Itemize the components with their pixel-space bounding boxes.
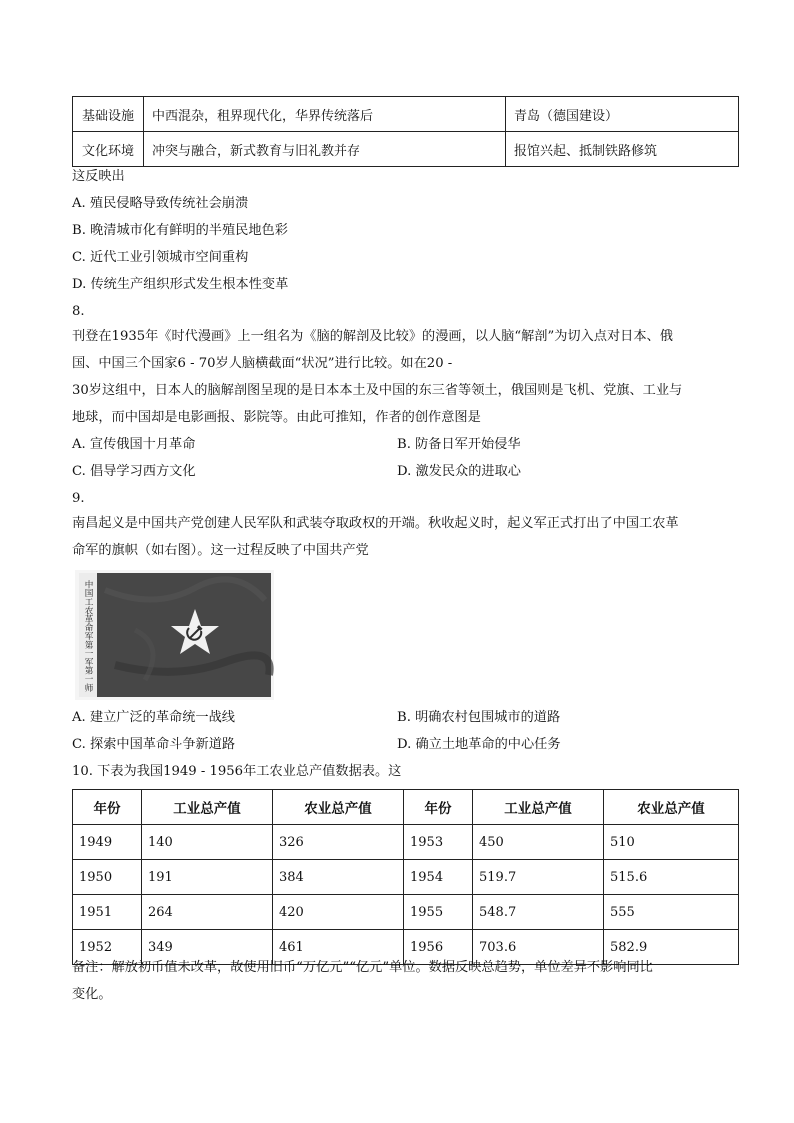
q7-option-d: D. 传统生产组织形式发生根本性变革 [72, 277, 289, 292]
table-cell: 1953 [404, 825, 473, 860]
col-header: 工业总产值 [473, 790, 604, 825]
table-cell: 510 [604, 825, 739, 860]
q8-option-a: A. 宣传俄国十月革命 [72, 437, 196, 452]
table-cell: 冲突与融合，新式教育与旧礼教并存 [144, 132, 506, 167]
table-cell: 349 [142, 930, 273, 965]
q7-option-a: A. 殖民侵略导致传统社会崩溃 [72, 196, 249, 211]
table-cell: 450 [473, 825, 604, 860]
q7-option-c: C. 近代工业引领城市空间重构 [72, 250, 249, 265]
table-row [73, 132, 739, 167]
table-cell: 519.7 [473, 860, 604, 895]
q10-note-line: 变化。 [72, 987, 112, 1002]
table-cell: 青岛（德国建设） [506, 97, 739, 132]
table-cell: 1949 [73, 825, 142, 860]
q9-number: 9. [72, 491, 85, 506]
flag-vertical-text: 中国工农革命军第一军第一师 [83, 580, 93, 692]
table-cell: 326 [273, 825, 404, 860]
table-cell: 582.9 [604, 930, 739, 965]
table-cell: 420 [273, 895, 404, 930]
q9-stem-line: 南昌起义是中国共产党创建人民军队和武装夺取政权的开端。秋收起义时，起义军正式打出了中国工农革 [72, 516, 679, 531]
q7-stem-tail: 这反映出 [72, 169, 125, 184]
q10-stem: 10. 下表为我国1949 - 1956年工农业总产值数据表。这 [72, 764, 402, 779]
table-row [73, 97, 739, 132]
q7-option-b: B. 晚清城市化有鲜明的半殖民地色彩 [72, 223, 288, 238]
table-row [73, 825, 739, 860]
table-cell: 1950 [73, 860, 142, 895]
table-cell: 1951 [73, 895, 142, 930]
q8-number: 8. [72, 304, 85, 319]
q9-option-a: A. 建立广泛的革命统一战线 [72, 710, 235, 725]
col-header: 年份 [404, 790, 473, 825]
table-cell: 1955 [404, 895, 473, 930]
table-cell: 1956 [404, 930, 473, 965]
table-cell: 1952 [73, 930, 142, 965]
q9-stem-line: 命军的旗帜（如右图）。这一过程反映了中国共产党 [72, 543, 369, 558]
col-header: 农业总产值 [273, 790, 404, 825]
red-army-flag-photo [75, 570, 274, 700]
q8-stem-line: 地球，而中国却是电影画报、影院等。由此可推知，作者的创作意图是 [72, 410, 481, 425]
table-cell: 中西混杂，租界现代化，华界传统落后 [144, 97, 506, 132]
table-header-row [73, 790, 739, 825]
col-header: 工业总产值 [142, 790, 273, 825]
q8-option-c: C. 倡导学习西方文化 [72, 464, 196, 479]
table-cell: 548.7 [473, 895, 604, 930]
q9-option-c: C. 探索中国革命斗争新道路 [72, 737, 236, 752]
table-cell: 基础设施 [73, 97, 144, 132]
table-cell: 1954 [404, 860, 473, 895]
col-header: 年份 [73, 790, 142, 825]
q8-stem-line: 刊登在1935年《时代漫画》上一组名为《脑的解剖及比较》的漫画，以人脑“解剖”为切入点对日本、俄 [72, 329, 673, 344]
col-header: 农业总产值 [604, 790, 739, 825]
output-value-table [72, 789, 739, 965]
table-cell: 515.6 [604, 860, 739, 895]
table-row [73, 860, 739, 895]
q8-stem-line: 国、中国三个国家6 - 70岁人脑横截面“状况”进行比较。如在20 - [72, 356, 453, 371]
table-cell: 191 [142, 860, 273, 895]
table-cell: 140 [142, 825, 273, 860]
table-cell: 报馆兴起、抵制铁路修筑 [506, 132, 739, 167]
city-comparison-table [72, 96, 739, 167]
table-cell: 264 [142, 895, 273, 930]
table-cell: 461 [273, 930, 404, 965]
q8-option-d: D. 激发民众的进取心 [397, 464, 521, 479]
table-cell: 文化环境 [73, 132, 144, 167]
q8-stem-line: 30岁这组中，日本人的脑解剖图呈现的是日本本土及中国的东三省等领土，俄国则是飞机、党旗、工业与 [72, 383, 683, 398]
q9-option-d: D. 确立土地革命的中心任务 [397, 737, 561, 752]
q9-option-b: B. 明确农村包围城市的道路 [397, 710, 561, 725]
table-row [73, 895, 739, 930]
table-cell: 384 [273, 860, 404, 895]
q8-option-b: B. 防备日军开始侵华 [397, 437, 521, 452]
table-cell: 703.6 [473, 930, 604, 965]
table-cell: 555 [604, 895, 739, 930]
q10-note-line: 备注：解放初币值未改革，故使用旧币“万亿元”“亿元”单位。数据反映总趋势，单位差异不影响同比 [72, 960, 653, 975]
